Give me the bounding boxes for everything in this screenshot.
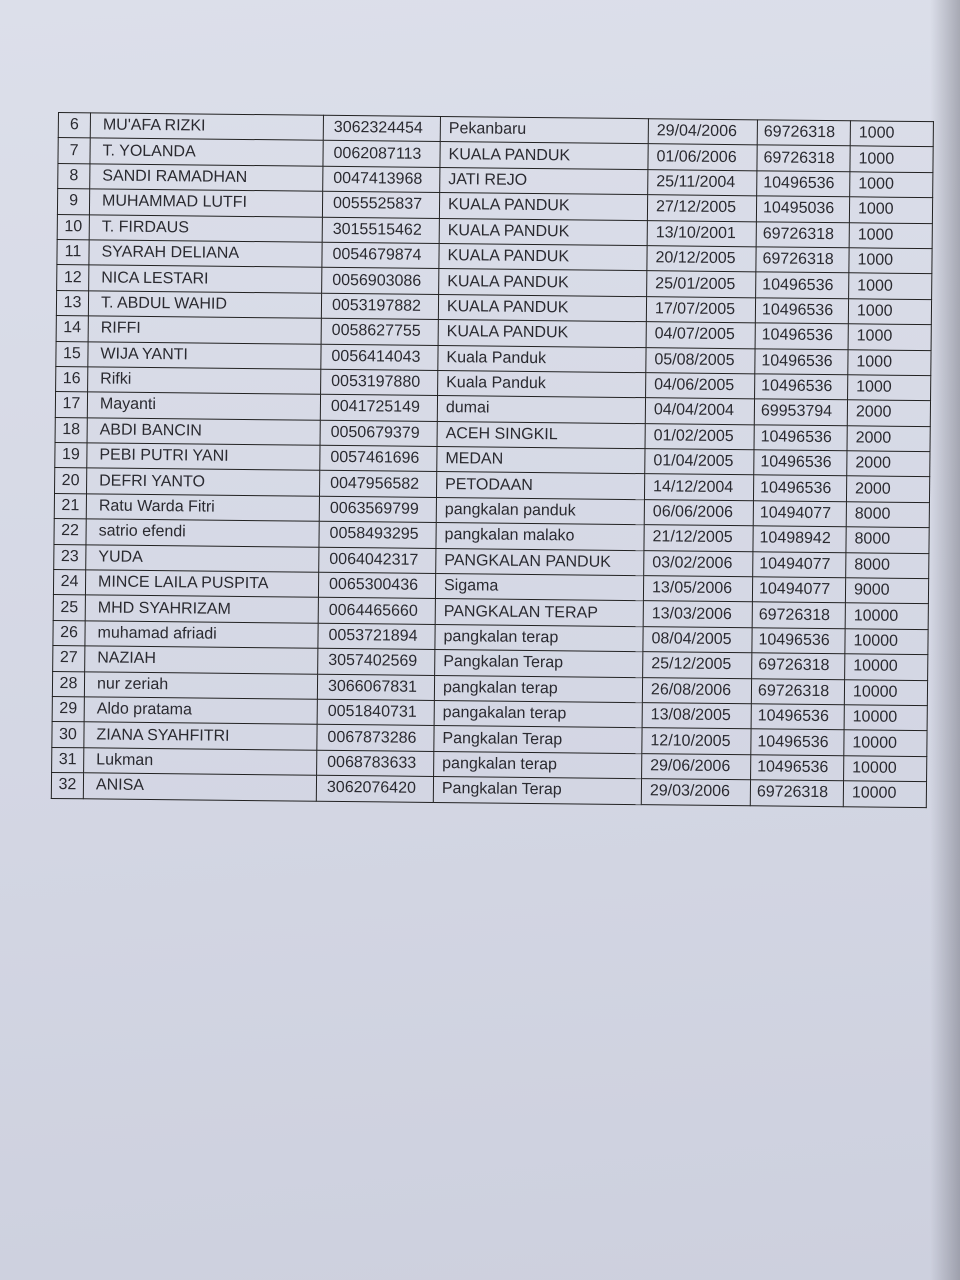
- student-id-number-cell: 0050679379: [320, 420, 437, 447]
- row-number-cell: 10: [57, 214, 89, 240]
- amount-cell: 8000: [846, 552, 929, 578]
- page-edge-shadow: [930, 0, 960, 1280]
- amount-cell: 10000: [844, 756, 927, 782]
- birth-place-cell: KUALA PANDUK: [439, 218, 647, 246]
- amount-cell: 10000: [844, 679, 927, 705]
- amount-cell: 10000: [844, 730, 927, 756]
- school-code-cell: 10496536: [751, 729, 844, 755]
- amount-cell: 1000: [848, 299, 931, 325]
- student-name-cell: Aldo pratama: [84, 697, 317, 725]
- row-number-cell: 32: [51, 773, 83, 799]
- birth-place-cell: Kuala Panduk: [438, 345, 646, 373]
- row-number-cell: 21: [54, 493, 86, 519]
- student-id-number-cell: 0058627755: [321, 318, 438, 345]
- birth-date-cell: 03/02/2006: [644, 550, 753, 577]
- amount-cell: 1000: [848, 324, 931, 350]
- birth-place-cell: KUALA PANDUK: [438, 294, 646, 322]
- amount-cell: 2000: [846, 476, 929, 502]
- student-name-cell: Lukman: [84, 748, 317, 776]
- birth-place-cell: pangkalan malako: [436, 523, 644, 551]
- student-id-number-cell: 3062324454: [323, 115, 440, 142]
- student-name-cell: DEFRI YANTO: [87, 468, 320, 496]
- row-number-cell: 9: [57, 189, 89, 215]
- school-code-cell: 10496536: [755, 374, 848, 400]
- birth-date-cell: 14/12/2004: [644, 474, 753, 501]
- row-number-cell: 17: [55, 392, 87, 418]
- amount-cell: 10000: [843, 781, 926, 807]
- school-code-cell: 10496536: [752, 628, 845, 654]
- student-id-number-cell: 0067873286: [317, 725, 434, 752]
- student-name-cell: T. YOLANDA: [90, 138, 323, 166]
- row-number-cell: 7: [58, 138, 90, 164]
- school-code-cell: 69726318: [750, 780, 843, 806]
- amount-cell: 10000: [845, 629, 928, 655]
- row-number-cell: 18: [55, 417, 87, 443]
- birth-date-cell: 05/08/2005: [646, 347, 755, 374]
- student-name-cell: MHD SYAHRIZAM: [85, 595, 318, 623]
- row-number-cell: 27: [53, 646, 85, 672]
- student-name-cell: NAZIAH: [85, 646, 318, 674]
- student-id-number-cell: 0041725149: [320, 395, 437, 422]
- student-table: [51, 112, 934, 808]
- amount-cell: 8000: [846, 527, 929, 553]
- table-body: [51, 113, 933, 808]
- student-name-cell: T. ABDUL WAHID: [88, 291, 321, 319]
- student-name-cell: muhamad afriadi: [85, 621, 318, 649]
- birth-place-cell: pangakalan terap: [434, 700, 642, 728]
- amount-cell: 2000: [847, 425, 930, 451]
- student-id-number-cell: 0053721894: [318, 623, 435, 650]
- school-code-cell: 10496536: [755, 348, 848, 374]
- school-code-cell: 10496536: [755, 323, 848, 349]
- school-code-cell: 10496536: [751, 755, 844, 781]
- birth-date-cell: 13/05/2006: [643, 576, 752, 603]
- student-name-cell: ANISA: [83, 773, 316, 801]
- birth-date-cell: 04/07/2005: [646, 322, 755, 349]
- birth-place-cell: KUALA PANDUK: [439, 269, 647, 297]
- birth-place-cell: JATI REJO: [440, 167, 648, 195]
- school-code-cell: 10495036: [756, 196, 849, 222]
- student-name-cell: PEBI PUTRI YANI: [87, 443, 320, 471]
- birth-place-cell: pangkalan terap: [435, 624, 643, 652]
- row-number-cell: 29: [52, 696, 84, 722]
- amount-cell: 8000: [846, 502, 929, 528]
- birth-date-cell: 04/06/2005: [646, 373, 755, 400]
- student-name-cell: NICA LESTARI: [89, 265, 322, 293]
- birth-date-cell: 29/06/2006: [642, 753, 751, 780]
- amount-cell: 10000: [845, 654, 928, 680]
- student-id-number-cell: 0053197882: [321, 293, 438, 320]
- birth-date-cell: 06/06/2006: [644, 500, 753, 527]
- student-name-cell: ZIANA SYAHFITRI: [84, 722, 317, 750]
- student-name-cell: nur zeriah: [84, 671, 317, 699]
- school-code-cell: 10496536: [757, 171, 850, 197]
- birth-place-cell: Pangkalan Terap: [434, 726, 642, 754]
- birth-date-cell: 13/08/2005: [642, 703, 751, 730]
- student-name-cell: WIJA YANTI: [88, 341, 321, 369]
- student-id-number-cell: 3062076420: [316, 775, 433, 802]
- school-code-cell: 69726318: [756, 247, 849, 273]
- birth-date-cell: 25/01/2005: [647, 271, 756, 298]
- student-name-cell: Mayanti: [87, 392, 320, 420]
- amount-cell: 2000: [847, 400, 930, 426]
- student-id-number-cell: 0068783633: [317, 750, 434, 777]
- birth-place-cell: Sigama: [435, 574, 643, 602]
- birth-date-cell: 12/10/2005: [642, 728, 751, 755]
- student-id-number-cell: 0055525837: [322, 191, 439, 218]
- birth-date-cell: 21/12/2005: [644, 525, 753, 552]
- row-number-cell: 19: [55, 443, 87, 469]
- school-code-cell: 10494077: [753, 551, 846, 577]
- row-number-cell: 26: [53, 620, 85, 646]
- student-id-number-cell: 0065300436: [318, 572, 435, 599]
- row-number-cell: 25: [53, 595, 85, 621]
- birth-date-cell: 27/12/2005: [647, 195, 756, 222]
- amount-cell: 1000: [848, 375, 931, 401]
- birth-date-cell: 25/11/2004: [648, 169, 757, 196]
- school-code-cell: 10494077: [752, 577, 845, 603]
- school-code-cell: 10496536: [756, 272, 849, 298]
- row-number-cell: 11: [57, 239, 89, 265]
- row-number-cell: 22: [54, 519, 86, 545]
- birth-place-cell: dumai: [437, 396, 645, 424]
- birth-place-cell: pangkalan panduk: [436, 497, 644, 525]
- birth-place-cell: PANGKALAN PANDUK: [436, 548, 644, 576]
- row-number-cell: 30: [52, 722, 84, 748]
- student-id-number-cell: 0056903086: [322, 268, 439, 295]
- row-number-cell: 6: [58, 113, 90, 139]
- student-id-number-cell: 0053197880: [321, 369, 438, 396]
- row-number-cell: 15: [56, 341, 88, 367]
- student-name-cell: RIFFI: [88, 316, 321, 344]
- student-id-number-cell: 0047956582: [319, 471, 436, 498]
- school-code-cell: 69726318: [752, 602, 845, 628]
- birth-date-cell: 04/04/2004: [645, 398, 754, 425]
- school-code-cell: 10496536: [754, 450, 847, 476]
- birth-place-cell: KUALA PANDUK: [438, 320, 646, 348]
- birth-place-cell: MEDAN: [437, 447, 645, 475]
- birth-date-cell: 13/03/2006: [643, 601, 752, 628]
- birth-date-cell: 01/06/2006: [648, 144, 757, 171]
- amount-cell: 1000: [849, 197, 932, 223]
- birth-place-cell: ACEH SINGKIL: [437, 421, 645, 449]
- amount-cell: 1000: [849, 222, 932, 248]
- student-id-number-cell: 0064042317: [319, 547, 436, 574]
- birth-place-cell: PETODAAN: [436, 472, 644, 500]
- student-id-number-cell: 0056414043: [321, 344, 438, 371]
- school-code-cell: 10496536: [755, 298, 848, 324]
- school-code-cell: 69953794: [754, 399, 847, 425]
- amount-cell: 1000: [850, 172, 933, 198]
- student-id-number-cell: 0047413968: [323, 166, 440, 193]
- student-name-cell: SYARAH DELIANA: [89, 240, 322, 268]
- student-name-cell: Ratu Warda Fitri: [86, 494, 319, 522]
- row-number-cell: 28: [52, 671, 84, 697]
- amount-cell: 2000: [847, 451, 930, 477]
- amount-cell: 1000: [850, 146, 933, 172]
- student-name-cell: MINCE LAILA PUSPITA: [85, 570, 318, 598]
- amount-cell: 1000: [848, 349, 931, 375]
- student-name-cell: T. FIRDAUS: [89, 214, 322, 242]
- birth-place-cell: pangkalan terap: [434, 675, 642, 703]
- student-id-number-cell: 0062087113: [323, 141, 440, 168]
- amount-cell: 9000: [845, 578, 928, 604]
- school-code-cell: 69726318: [756, 221, 849, 247]
- student-id-number-cell: 0051840731: [317, 699, 434, 726]
- amount-cell: 1000: [849, 248, 932, 274]
- birth-date-cell: 01/04/2005: [645, 449, 754, 476]
- student-id-number-cell: 3066067831: [317, 674, 434, 701]
- student-name-cell: MU'AFA RIZKI: [90, 113, 323, 141]
- birth-place-cell: Pangkalan Terap: [433, 777, 641, 805]
- birth-place-cell: KUALA PANDUK: [440, 142, 648, 170]
- student-name-cell: SANDI RAMADHAN: [90, 164, 323, 192]
- student-name-cell: ABDI BANCIN: [87, 418, 320, 446]
- row-number-cell: 13: [56, 290, 88, 316]
- school-code-cell: 10496536: [753, 475, 846, 501]
- birth-date-cell: 08/04/2005: [643, 626, 752, 653]
- birth-date-cell: 01/02/2005: [645, 423, 754, 450]
- school-code-cell: 69726318: [751, 678, 844, 704]
- row-number-cell: 12: [57, 265, 89, 291]
- row-number-cell: 14: [56, 316, 88, 342]
- student-id-number-cell: 3015515462: [322, 217, 439, 244]
- row-number-cell: 20: [55, 468, 87, 494]
- birth-date-cell: 17/07/2005: [646, 296, 755, 323]
- school-code-cell: 10498942: [753, 526, 846, 552]
- row-number-cell: 24: [53, 570, 85, 596]
- student-id-number-cell: 3057402569: [318, 648, 435, 675]
- birth-place-cell: PANGKALAN TERAP: [435, 599, 643, 627]
- row-number-cell: 16: [56, 366, 88, 392]
- birth-date-cell: 20/12/2005: [647, 246, 756, 273]
- student-id-number-cell: 0057461696: [320, 445, 437, 472]
- birth-date-cell: 29/03/2006: [641, 779, 750, 806]
- student-name-cell: YUDA: [86, 544, 319, 572]
- birth-place-cell: pangkalan terap: [434, 751, 642, 779]
- row-number-cell: 8: [58, 163, 90, 189]
- birth-place-cell: Kuala Panduk: [438, 370, 646, 398]
- school-code-cell: 69726318: [757, 120, 850, 146]
- student-list: [51, 112, 934, 808]
- birth-place-cell: Pekanbaru: [440, 117, 648, 145]
- school-code-cell: 69726318: [752, 653, 845, 679]
- row-number-cell: 31: [52, 747, 84, 773]
- student-id-number-cell: 0058493295: [319, 522, 436, 549]
- amount-cell: 1000: [849, 273, 932, 299]
- amount-cell: 10000: [844, 705, 927, 731]
- student-name-cell: Rifki: [88, 367, 321, 395]
- birth-place-cell: KUALA PANDUK: [439, 243, 647, 271]
- student-name-cell: MUHAMMAD LUTFI: [89, 189, 322, 217]
- student-id-number-cell: 0063569799: [319, 496, 436, 523]
- birth-date-cell: 26/08/2006: [642, 677, 751, 704]
- student-id-number-cell: 0054679874: [322, 242, 439, 269]
- amount-cell: 10000: [845, 603, 928, 629]
- row-number-cell: 23: [54, 544, 86, 570]
- school-code-cell: 10494077: [753, 501, 846, 527]
- school-code-cell: 10496536: [751, 704, 844, 730]
- birth-place-cell: Pangkalan Terap: [435, 650, 643, 678]
- student-name-cell: satrio efendi: [86, 519, 319, 547]
- school-code-cell: 10496536: [754, 424, 847, 450]
- birth-date-cell: 29/04/2006: [648, 119, 757, 146]
- school-code-cell: 69726318: [757, 145, 850, 171]
- birth-place-cell: KUALA PANDUK: [439, 193, 647, 221]
- student-id-number-cell: 0064465660: [318, 598, 435, 625]
- amount-cell: 1000: [850, 121, 933, 147]
- birth-date-cell: 13/10/2001: [647, 220, 756, 247]
- birth-date-cell: 25/12/2005: [643, 652, 752, 679]
